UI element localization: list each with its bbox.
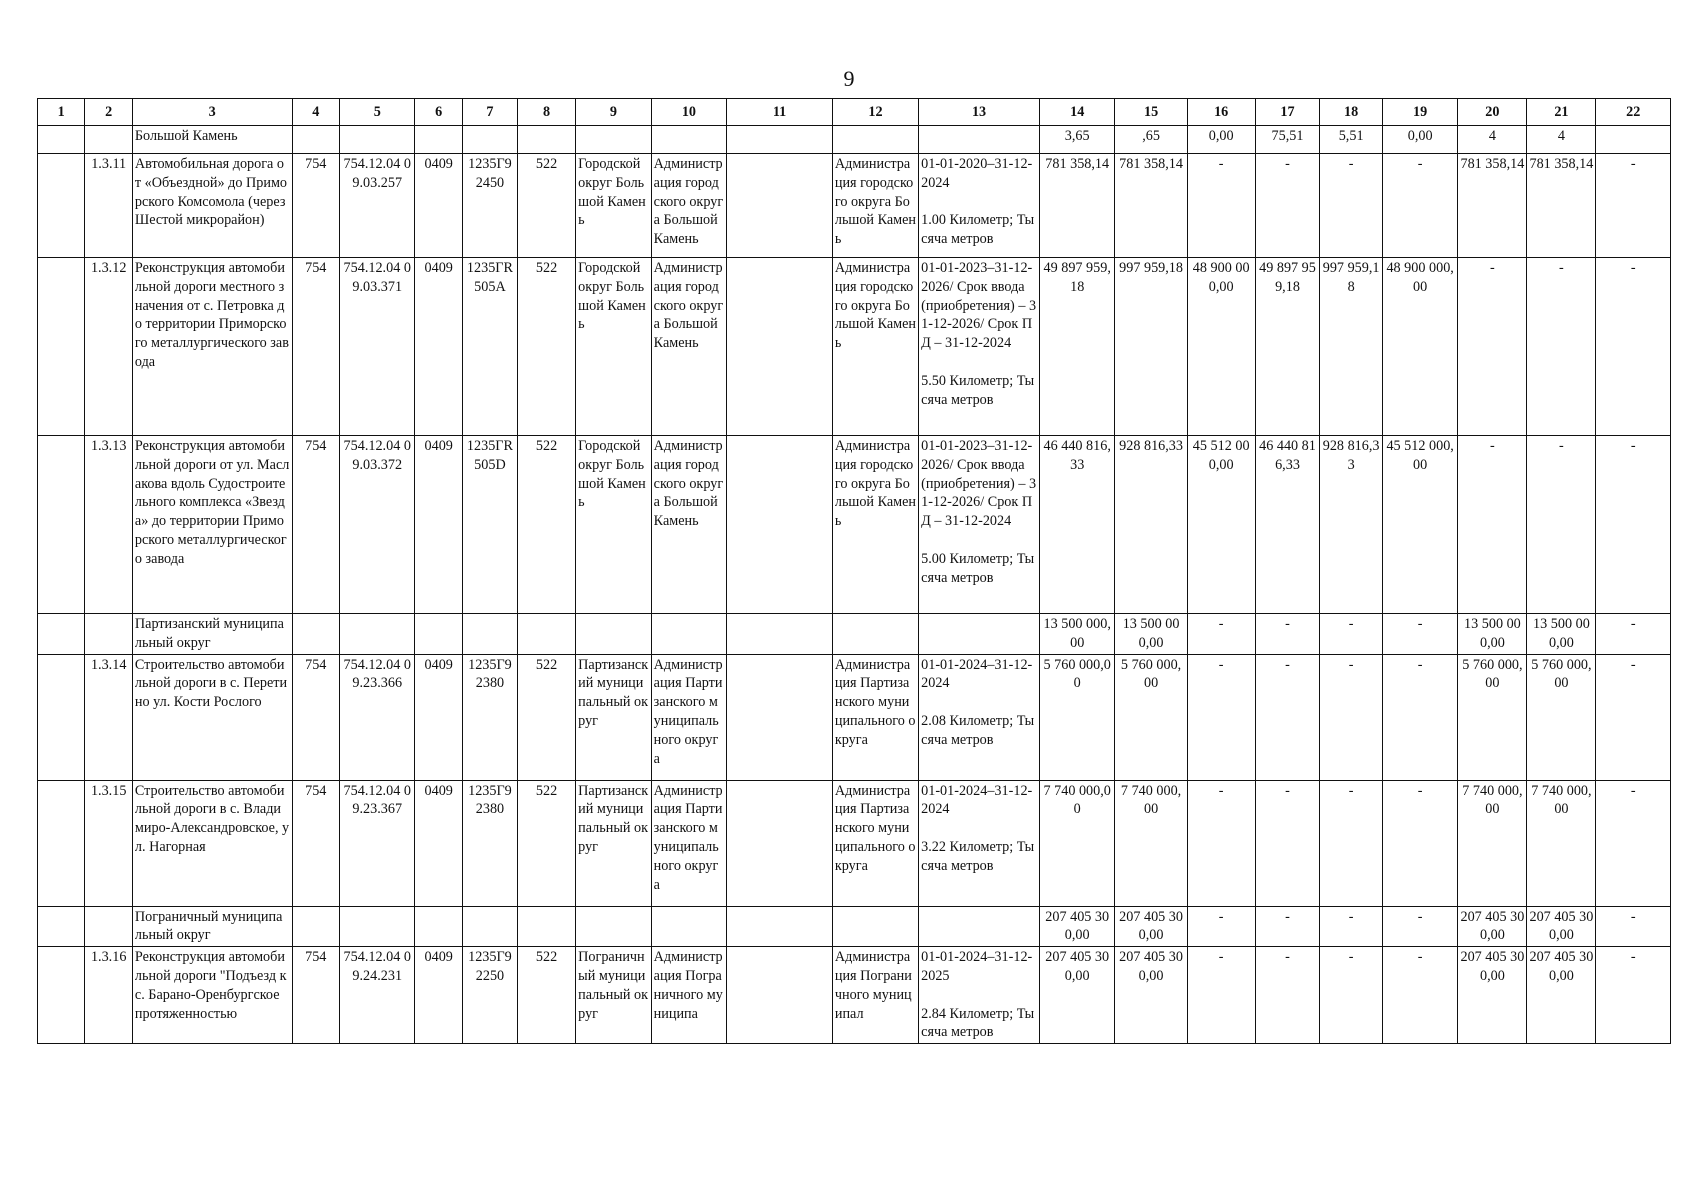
- table-cell: 754: [292, 258, 339, 436]
- table-cell: 01-01-2023–31-12-2026/ Срок ввода (приобретения) – 31-12-2026/ Срок ПД – 31-12-2024 5.50 Километр; Тысяча метров: [919, 258, 1040, 436]
- table-cell: [727, 906, 833, 947]
- table-cell: Администрация городского округа Большой Камень: [651, 436, 727, 614]
- table-cell: Реконструкция автомобильной дороги местного значения от с. Петровка до территории Приморского металлургического завода: [132, 258, 292, 436]
- table-cell: 781 358,14: [1115, 154, 1187, 258]
- table-cell: 207 405 300,00: [1039, 906, 1115, 947]
- table-cell: Администрация городского округа Большой Камень: [651, 154, 727, 258]
- table-cell: 46 440 816,33: [1255, 436, 1320, 614]
- table-cell: [339, 614, 415, 655]
- table-cell: Администрация Партизанского муниципального округа: [651, 654, 727, 780]
- table-cell: 522: [517, 436, 575, 614]
- table-cell: Администрация Партизанского муниципального округа: [651, 780, 727, 906]
- column-header: 4: [292, 99, 339, 126]
- table-cell: 207 405 300,00: [1115, 906, 1187, 947]
- column-header: 16: [1187, 99, 1255, 126]
- table-cell: 46 440 816,33: [1039, 436, 1115, 614]
- table-row: [38, 154, 1671, 258]
- table-cell: [727, 126, 833, 154]
- table-cell: Большой Камень: [132, 126, 292, 154]
- table-cell: 5 760 000,00: [1458, 654, 1527, 780]
- table-cell: 207 405 300,00: [1458, 906, 1527, 947]
- table-cell: [85, 126, 132, 154]
- table-cell: 13 500 000,00: [1527, 614, 1596, 655]
- table-cell: 45 512 000,00: [1382, 436, 1458, 614]
- table-cell: Автомобильная дорога от «Объездной» до Приморского Комсомола (через Шестой микрорайон): [132, 154, 292, 258]
- table-cell: Реконструкция автомобильной дороги "Подъезд к с. Барано-Оренбургское протяженностью: [132, 947, 292, 1044]
- table-cell: 0409: [415, 780, 462, 906]
- column-header: 1: [38, 99, 85, 126]
- table-cell: [576, 126, 652, 154]
- table-cell: [919, 906, 1040, 947]
- table-cell: Администрация Партизанского муниципального округа: [832, 780, 918, 906]
- table-cell: -: [1320, 154, 1383, 258]
- table-cell: -: [1596, 436, 1671, 614]
- table-cell: -: [1255, 154, 1320, 258]
- table-cell: [415, 126, 462, 154]
- table-cell: [727, 258, 833, 436]
- column-header: 19: [1382, 99, 1458, 126]
- table-cell: [38, 614, 85, 655]
- table-cell: [919, 126, 1040, 154]
- table-cell: -: [1596, 654, 1671, 780]
- table-cell: 522: [517, 154, 575, 258]
- table-cell: 207 405 300,00: [1527, 947, 1596, 1044]
- table-cell: 522: [517, 780, 575, 906]
- table-cell: [339, 906, 415, 947]
- table-cell: Городской округ Большой Камень: [576, 258, 652, 436]
- table-cell: -: [1255, 906, 1320, 947]
- table-cell: Пограничный муниципальный округ: [132, 906, 292, 947]
- table-cell: 3,65: [1039, 126, 1115, 154]
- table-cell: 1235Г9 2380: [462, 780, 517, 906]
- table-cell: [415, 906, 462, 947]
- table-cell: -: [1320, 780, 1383, 906]
- data-table: [37, 98, 1671, 1044]
- table-cell: 1.3.11: [85, 154, 132, 258]
- table-cell: [832, 906, 918, 947]
- table-cell: 1.3.16: [85, 947, 132, 1044]
- table-cell: [415, 614, 462, 655]
- table-cell: [576, 614, 652, 655]
- table-cell: Партизанский муниципальный округ: [576, 654, 652, 780]
- table-row: [38, 947, 1671, 1044]
- table-cell: -: [1382, 906, 1458, 947]
- table-cell: Администрация Пограничного муниципа: [651, 947, 727, 1044]
- table-cell: Пограничный муниципальный округ: [576, 947, 652, 1044]
- table-cell: [727, 947, 833, 1044]
- table-cell: 928 816,33: [1320, 436, 1383, 614]
- column-header: 14: [1039, 99, 1115, 126]
- table-cell: 1235ГR 505A: [462, 258, 517, 436]
- table-cell: [727, 154, 833, 258]
- column-header: 21: [1527, 99, 1596, 126]
- table-cell: [38, 436, 85, 614]
- table-cell: -: [1596, 258, 1671, 436]
- table-cell: 0409: [415, 654, 462, 780]
- table-cell: ,65: [1115, 126, 1187, 154]
- table-cell: [339, 126, 415, 154]
- table-cell: -: [1255, 614, 1320, 655]
- table-cell: 7 740 000,00: [1458, 780, 1527, 906]
- table-cell: 754: [292, 947, 339, 1044]
- table-cell: 01-01-2024–31-12-2024 3.22 Километр; Тысяча метров: [919, 780, 1040, 906]
- table-row: [38, 780, 1671, 906]
- table-cell: [462, 906, 517, 947]
- table-cell: 1.3.15: [85, 780, 132, 906]
- table-cell: -: [1320, 906, 1383, 947]
- table-cell: 0,00: [1382, 126, 1458, 154]
- table-cell: 1.3.14: [85, 654, 132, 780]
- table-cell: [38, 126, 85, 154]
- table-cell: -: [1458, 258, 1527, 436]
- column-header: 17: [1255, 99, 1320, 126]
- table-cell: -: [1527, 258, 1596, 436]
- table-cell: 1.3.13: [85, 436, 132, 614]
- table-row: [38, 614, 1671, 655]
- table-cell: 7 740 000,00: [1527, 780, 1596, 906]
- table-cell: Администрация городского округа Большой Камень: [832, 436, 918, 614]
- column-header: 8: [517, 99, 575, 126]
- table-cell: 5,51: [1320, 126, 1383, 154]
- table-cell: [727, 654, 833, 780]
- table-cell: 5 760 000,00: [1527, 654, 1596, 780]
- table-cell: 5 760 000,00: [1039, 654, 1115, 780]
- table-cell: [832, 614, 918, 655]
- column-header: 7: [462, 99, 517, 126]
- table-cell: Администрация городского округа Большой Камень: [832, 258, 918, 436]
- column-header: 11: [727, 99, 833, 126]
- table-cell: 522: [517, 258, 575, 436]
- table-cell: 0409: [415, 947, 462, 1044]
- table-cell: -: [1382, 154, 1458, 258]
- table-cell: 1235Г9 2380: [462, 654, 517, 780]
- table-cell: 997 959,18: [1320, 258, 1383, 436]
- table-cell: [576, 906, 652, 947]
- table-cell: 5 760 000,00: [1115, 654, 1187, 780]
- table-cell: 49 897 959,18: [1255, 258, 1320, 436]
- table-cell: 01-01-2024–31-12-2025 2.84 Километр; Тысяча метров: [919, 947, 1040, 1044]
- table-cell: -: [1596, 614, 1671, 655]
- table-cell: [1596, 126, 1671, 154]
- column-header: 9: [576, 99, 652, 126]
- table-cell: [651, 126, 727, 154]
- table-cell: -: [1382, 780, 1458, 906]
- column-header: 13: [919, 99, 1040, 126]
- table-cell: 01-01-2023–31-12-2026/ Срок ввода (приобретения) – 31-12-2026/ Срок ПД – 31-12-2024 5.00 Километр; Тысяча метров: [919, 436, 1040, 614]
- table-cell: [292, 906, 339, 947]
- table-cell: 0,00: [1187, 126, 1255, 154]
- table-cell: Строительство автомобильной дороги в с. Владимиро-Александровское, ул. Нагорная: [132, 780, 292, 906]
- table-cell: 207 405 300,00: [1527, 906, 1596, 947]
- table-cell: Партизанский муниципальный округ: [576, 780, 652, 906]
- table-cell: 45 512 000,00: [1187, 436, 1255, 614]
- column-header: 15: [1115, 99, 1187, 126]
- table-cell: 207 405 300,00: [1115, 947, 1187, 1044]
- table-cell: 1235ГR 505D: [462, 436, 517, 614]
- table-body: [38, 126, 1671, 1044]
- table-cell: 754: [292, 154, 339, 258]
- table-cell: -: [1527, 436, 1596, 614]
- table-cell: 4: [1527, 126, 1596, 154]
- table-cell: 754: [292, 436, 339, 614]
- table-cell: -: [1596, 780, 1671, 906]
- table-cell: [38, 947, 85, 1044]
- table-cell: 48 900 000,00: [1382, 258, 1458, 436]
- column-header: 10: [651, 99, 727, 126]
- table-cell: -: [1596, 947, 1671, 1044]
- table-cell: 754.12.04 09.23.366: [339, 654, 415, 780]
- table-cell: [292, 614, 339, 655]
- column-header: 12: [832, 99, 918, 126]
- table-cell: 754: [292, 654, 339, 780]
- table-cell: Администрация Партизанского муниципального округа: [832, 654, 918, 780]
- table-cell: [517, 126, 575, 154]
- table-cell: 13 500 000,00: [1039, 614, 1115, 655]
- table-cell: 1235Г9 2450: [462, 154, 517, 258]
- table-cell: 75,51: [1255, 126, 1320, 154]
- table-cell: -: [1187, 154, 1255, 258]
- table-cell: 4: [1458, 126, 1527, 154]
- table-cell: [651, 614, 727, 655]
- table-cell: 1.3.12: [85, 258, 132, 436]
- table-cell: -: [1255, 780, 1320, 906]
- table-cell: [727, 436, 833, 614]
- table-cell: 781 358,14: [1527, 154, 1596, 258]
- table-cell: [38, 906, 85, 947]
- table-cell: [462, 614, 517, 655]
- table-cell: [651, 906, 727, 947]
- table-cell: [462, 126, 517, 154]
- table-cell: 754.12.04 09.03.372: [339, 436, 415, 614]
- table-cell: 01-01-2020–31-12-2024 1.00 Километр; Тысяча метров: [919, 154, 1040, 258]
- table-cell: [919, 614, 1040, 655]
- table-row: [38, 906, 1671, 947]
- table-cell: -: [1187, 947, 1255, 1044]
- table-cell: Городской округ Большой Камень: [576, 154, 652, 258]
- table-cell: [38, 154, 85, 258]
- table-cell: Администрация городского округа Большой Камень: [832, 154, 918, 258]
- table-cell: -: [1187, 654, 1255, 780]
- table-cell: [832, 126, 918, 154]
- table-cell: [38, 780, 85, 906]
- table-cell: -: [1187, 906, 1255, 947]
- table-cell: [85, 906, 132, 947]
- table-cell: 781 358,14: [1039, 154, 1115, 258]
- table-cell: Партизанский муниципальный округ: [132, 614, 292, 655]
- table-cell: 207 405 300,00: [1458, 947, 1527, 1044]
- table-cell: 754: [292, 780, 339, 906]
- table-cell: [727, 614, 833, 655]
- table-cell: -: [1187, 614, 1255, 655]
- table-row: [38, 436, 1671, 614]
- table-cell: -: [1382, 614, 1458, 655]
- table-cell: Городской округ Большой Камень: [576, 436, 652, 614]
- column-header: 20: [1458, 99, 1527, 126]
- table-cell: 928 816,33: [1115, 436, 1187, 614]
- table-cell: 13 500 000,00: [1115, 614, 1187, 655]
- header-row: [38, 99, 1671, 126]
- page-number: 9: [843, 66, 855, 91]
- table-cell: 781 358,14: [1458, 154, 1527, 258]
- table-cell: -: [1382, 947, 1458, 1044]
- column-header: 2: [85, 99, 132, 126]
- column-header: 6: [415, 99, 462, 126]
- table-cell: 1235Г9 2250: [462, 947, 517, 1044]
- table-cell: Администрация городского округа Большой Камень: [651, 258, 727, 436]
- table-row: [38, 126, 1671, 154]
- table-cell: 13 500 000,00: [1458, 614, 1527, 655]
- table-cell: -: [1596, 154, 1671, 258]
- table-cell: Строительство автомобильной дороги в с. Перетино ул. Кости Рослого: [132, 654, 292, 780]
- table-cell: -: [1320, 947, 1383, 1044]
- table-cell: [38, 654, 85, 780]
- table-cell: 7 740 000,00: [1039, 780, 1115, 906]
- table-cell: [292, 126, 339, 154]
- column-header: 5: [339, 99, 415, 126]
- column-header: 3: [132, 99, 292, 126]
- table-cell: 754.12.04 09.03.257: [339, 154, 415, 258]
- table-cell: -: [1596, 906, 1671, 947]
- table-cell: 754.12.04 09.23.367: [339, 780, 415, 906]
- table-cell: Администрация Пограничного муниципал: [832, 947, 918, 1044]
- table-row: [38, 654, 1671, 780]
- table-cell: -: [1382, 654, 1458, 780]
- table-cell: [517, 906, 575, 947]
- table-cell: 754.12.04 09.24.231: [339, 947, 415, 1044]
- column-header: 18: [1320, 99, 1383, 126]
- table-cell: -: [1320, 614, 1383, 655]
- table-cell: [38, 258, 85, 436]
- table-cell: 49 897 959,18: [1039, 258, 1115, 436]
- table-cell: 522: [517, 947, 575, 1044]
- table-cell: -: [1320, 654, 1383, 780]
- table-cell: 754.12.04 09.03.371: [339, 258, 415, 436]
- table-cell: 01-01-2024–31-12-2024 2.08 Километр; Тысяча метров: [919, 654, 1040, 780]
- table-cell: 0409: [415, 154, 462, 258]
- table-cell: 48 900 000,00: [1187, 258, 1255, 436]
- table-cell: -: [1187, 780, 1255, 906]
- table-cell: [85, 614, 132, 655]
- table-cell: -: [1255, 947, 1320, 1044]
- table-cell: 522: [517, 654, 575, 780]
- table-cell: -: [1458, 436, 1527, 614]
- table-cell: -: [1255, 654, 1320, 780]
- column-header: 22: [1596, 99, 1671, 126]
- table-cell: 0409: [415, 258, 462, 436]
- table-cell: 7 740 000,00: [1115, 780, 1187, 906]
- table-cell: 207 405 300,00: [1039, 947, 1115, 1044]
- table-cell: 997 959,18: [1115, 258, 1187, 436]
- table-cell: [727, 780, 833, 906]
- table-cell: [517, 614, 575, 655]
- table-cell: 0409: [415, 436, 462, 614]
- table-row: [38, 258, 1671, 436]
- table-cell: Реконструкция автомобильной дороги от ул. Маслакова вдоль Судостроительного комплекса «Звезда» до территории Приморского металлургического завода: [132, 436, 292, 614]
